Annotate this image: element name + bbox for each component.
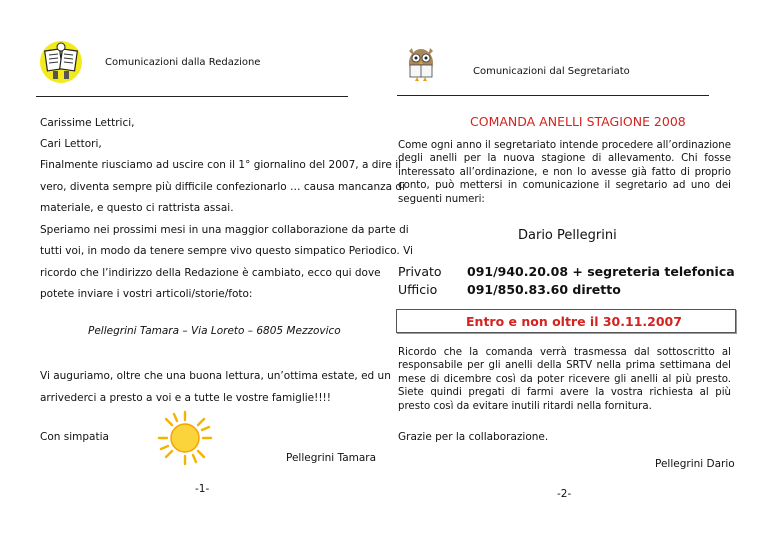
sun-icon (157, 410, 213, 466)
right-header-rule (397, 95, 709, 96)
left-line: Speriamo nei prossimi mesi in una maggior collaborazione da parte di (40, 224, 409, 236)
newspaper-reader-icon (37, 40, 85, 84)
right-signature: Pellegrini Dario (655, 458, 735, 470)
left-line: ricordo che l’indirizzo della Redazione è cambiato, ecco qui dove (40, 267, 381, 279)
right-header: Comunicazioni dal Segretariato (473, 66, 630, 77)
order-intro: Come ogni anno il segretariato intende procedere all’ordinazione degli anelli per la nuova stagione di allevamento. Chi fosse interessato all’ordinazione, e non lo avesse già fatto di proprio conto, può mettersi in comunicazione il segretario ad uno dei seguenti numeri: (398, 140, 731, 205)
order-title: COMANDA ANELLI STAGIONE 2008 (470, 114, 686, 129)
left-signature: Pellegrini Tamara (286, 452, 377, 464)
left-greeting: Carissime Lettrici, (40, 117, 135, 129)
phone-label-private: Privato (398, 264, 442, 279)
order-body: Ricordo che la comanda verrà trasmessa dal sottoscritto al responsabile per gli anelli della SRTV nella prima settimana del mese di dicembre così da poter ricevere gli anelli al più presto. Siete quindi pregati di farmi avere la vostra richiesta al più presto così da evitare inutili ritardi nella fornitura. (398, 347, 731, 412)
left-line: vero, diventa sempre più difficile confezionarlo … causa mancanza di (40, 181, 406, 193)
contact-name: Dario Pellegrini (518, 228, 617, 243)
deadline-text: Entro e non oltre il 30.11.2007 (466, 314, 682, 329)
left-closing-line: arrivederci a presto a voi e a tutte le vostre famiglie!!!! (40, 392, 331, 404)
page-number-right: -2- (557, 488, 572, 500)
left-line: materiale, e questo ci rattrista assai. (40, 202, 234, 214)
left-header: Comunicazioni dalla Redazione (105, 57, 261, 68)
redazione-address: Pellegrini Tamara – Via Loreto – 6805 Mezzovico (88, 325, 341, 337)
left-header-rule (36, 96, 348, 97)
page-number-left: -1- (195, 483, 210, 495)
owl-reading-icon (403, 45, 439, 81)
left-line: Finalmente riusciamo ad uscire con il 1° giornalino del 2007, a dire il (40, 159, 402, 171)
phone-number-private: 091/940.20.08 + segreteria telefonica (467, 264, 735, 279)
phone-label-office: Ufficio (398, 282, 438, 297)
left-sign-off: Con simpatia (40, 431, 109, 443)
left-line: potete inviare i vostri articoli/storie/foto: (40, 288, 253, 300)
left-closing-line: Vi auguriamo, oltre che una buona lettura, un’ottima estate, ed un (40, 370, 391, 382)
thanks-text: Grazie per la collaborazione. (398, 431, 549, 443)
left-line: tutti voi, in modo da tenere sempre vivo questo simpatico Periodico. Vi (40, 245, 413, 257)
phone-number-office: 091/850.83.60 diretto (467, 282, 621, 297)
left-line: Cari Lettori, (40, 138, 102, 150)
